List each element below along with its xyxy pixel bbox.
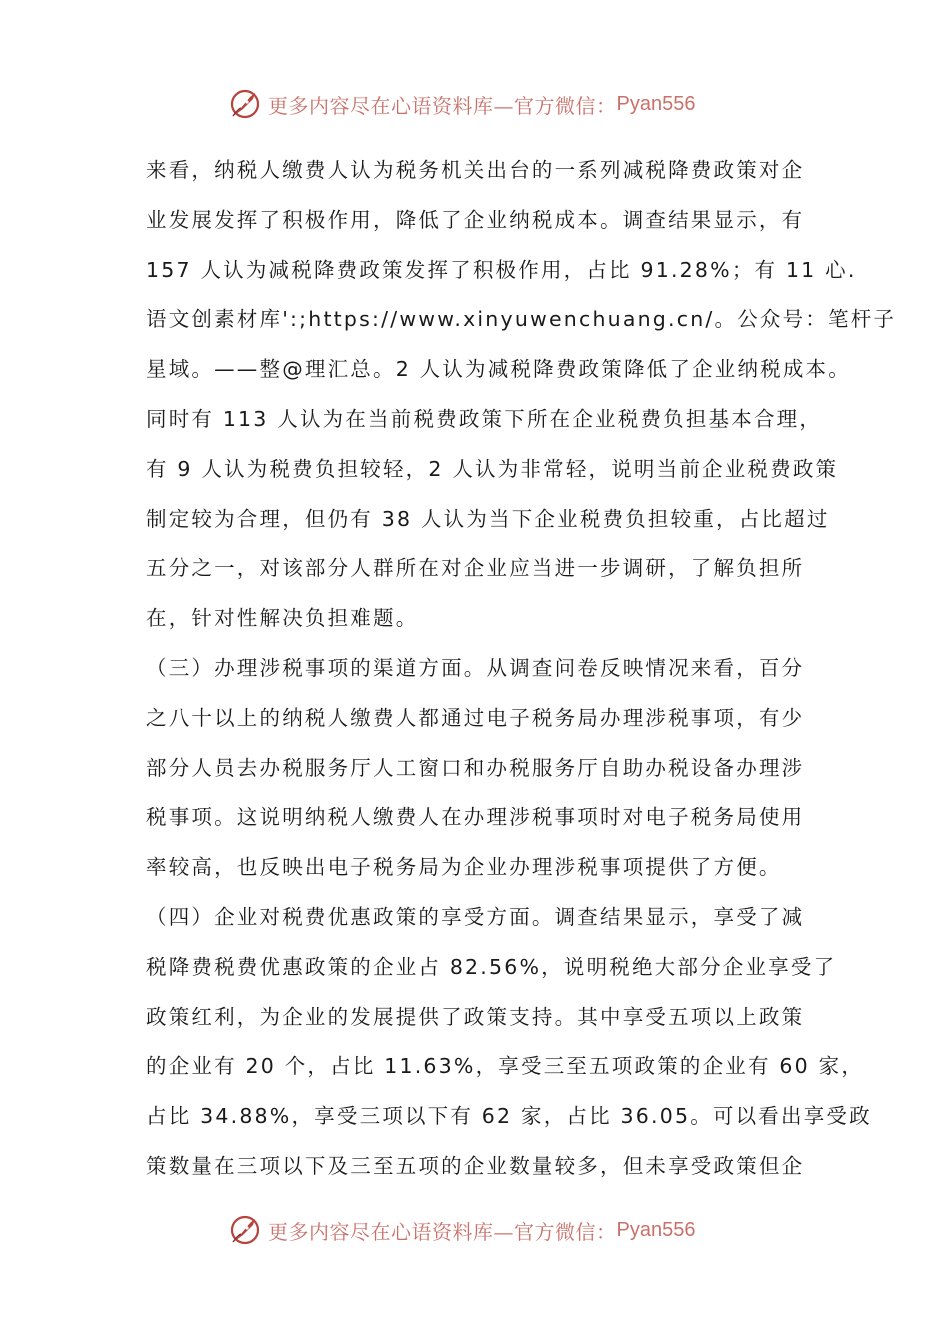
text-line: 制定较为合理，但仍有 38 人认为当下企业税费负担较重，占比超过: [146, 506, 830, 531]
text-line: 率较高，也反映出电子税务局为企业办理涉税事项提供了方便。: [146, 855, 782, 880]
header-banner-text: 更多内容尽在心语资料库—官方微信：: [268, 93, 617, 118]
text-line: 157 人认为减税降费政策发挥了积极作用，占比 91.28%；有 11 心.: [146, 257, 857, 282]
text-line: 在，针对性解决负担难题。: [146, 606, 419, 631]
text-line: 之八十以上的纳税人缴费人都通过电子税务局办理涉税事项，有少: [146, 705, 805, 730]
header-wechat-handle: Pyan556: [616, 92, 696, 115]
text-line: 来看，纳税人缴费人认为税务机关出台的一系列减税降费政策对企: [146, 158, 805, 182]
footer-banner-text: 更多内容尽在心语资料库—官方微信：: [268, 1219, 617, 1244]
text-line: 星域。——整@理汇总。2 人认为减税降费政策降低了企业纳税成本。: [146, 357, 851, 382]
text-line: 的企业有 20 个，占比 11.63%，享受三至五项政策的企业有 60 家，: [146, 1054, 865, 1079]
text-line: 五分之一，对该部分人群所在对企业应当进一步调研，了解负担所: [146, 556, 805, 581]
text-line: 税事项。这说明纳税人缴费人在办理涉税事项时对电子税务局使用: [146, 805, 805, 830]
text-line: 占比 34.88%，享受三项以下有 62 家，占比 36.05。可以看出享受政: [146, 1104, 872, 1129]
header-banner: [228, 84, 748, 124]
pen-nib-icon: [228, 1213, 262, 1247]
text-line: 同时有 113 人认为在当前税费政策下所在企业税费负担基本合理，: [146, 406, 823, 431]
text-line: 语文创素材库':;https://www.xinyuwenchuang.cn/。公众号：笔杆子: [146, 307, 897, 332]
body-paragraphs: [146, 146, 897, 1192]
text-line: 有 9 人认为税费负担较轻，2 人认为非常轻，说明当前企业税费政策: [146, 456, 839, 481]
footer-banner: [228, 1210, 748, 1250]
section-heading-line: （三）办理涉税事项的渠道方面。从调查问卷反映情况来看，百分: [146, 655, 805, 680]
text-line: 政策红利，为企业的发展提供了政策支持。其中享受五项以上政策: [146, 1004, 805, 1029]
pen-nib-icon: [228, 87, 262, 121]
footer-wechat-handle: Pyan556: [616, 1218, 696, 1241]
text-line: 策数量在三项以下及三至五项的企业数量较多，但未享受政策但企: [146, 1153, 805, 1178]
text-line: 部分人员去办税服务厅人工窗口和办税服务厅自助办税设备办理涉: [146, 755, 805, 780]
text-line: 税降费税费优惠政策的企业占 82.56%，说明税绝大部分企业享受了: [146, 954, 837, 979]
text-line: 业发展发挥了积极作用，降低了企业纳税成本。调查结果显示，有: [146, 207, 805, 232]
section-heading-line: （四）企业对税费优惠政策的享受方面。调查结果显示，享受了减: [146, 904, 805, 929]
